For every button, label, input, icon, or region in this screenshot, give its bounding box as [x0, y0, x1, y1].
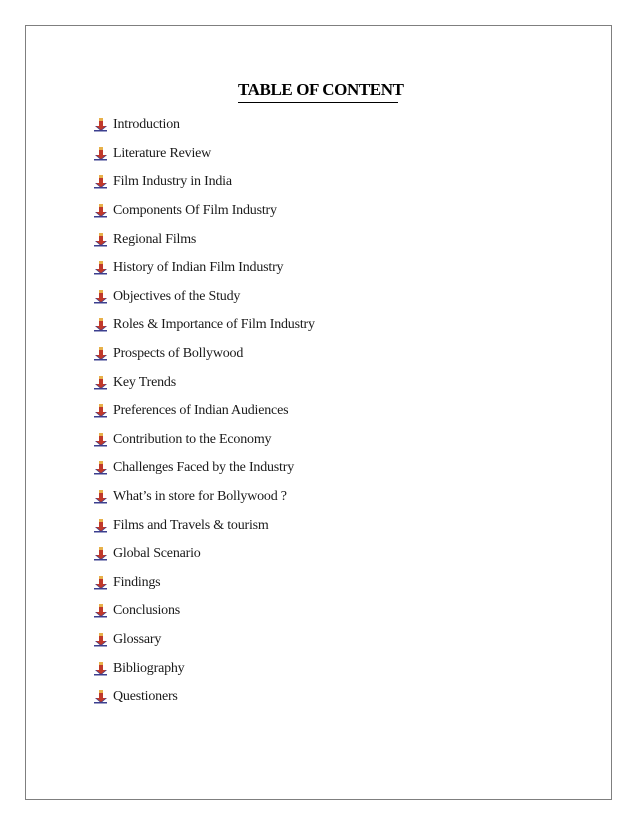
- toc-item: [94, 426, 315, 455]
- down-arrow-bullet-icon: [94, 290, 107, 304]
- down-arrow-bullet-icon: [94, 633, 107, 647]
- down-arrow-bullet-icon: [94, 461, 107, 475]
- toc-item-label: Glossary: [113, 631, 162, 647]
- toc-item: [94, 368, 315, 397]
- page-title: TABLE OF CONTENT: [238, 80, 404, 99]
- toc-item: [94, 140, 315, 169]
- toc-item: [94, 683, 315, 712]
- down-arrow-bullet-icon: [94, 347, 107, 361]
- toc-item: [94, 311, 315, 340]
- toc-item-label: Bibliography: [113, 660, 185, 676]
- down-arrow-bullet-icon: [94, 147, 107, 161]
- down-arrow-bullet-icon: [94, 204, 107, 218]
- toc-item-label: History of Indian Film Industry: [113, 260, 284, 276]
- toc-item-label: Components Of Film Industry: [113, 203, 277, 219]
- down-arrow-bullet-icon: [94, 175, 107, 189]
- toc-item-label: What’s in store for Bollywood ?: [113, 489, 287, 505]
- toc-item: [94, 540, 315, 569]
- toc-item-label: Contribution to the Economy: [113, 431, 272, 447]
- toc-item: [94, 283, 315, 312]
- toc-item-label: Preferences of Indian Audiences: [113, 403, 289, 419]
- down-arrow-bullet-icon: [94, 547, 107, 561]
- toc-item: [94, 511, 315, 540]
- toc-item-label: Roles & Importance of Film Industry: [113, 317, 315, 333]
- toc-item: [94, 483, 315, 512]
- toc-item-label: Challenges Faced by the Industry: [113, 460, 295, 476]
- toc-item: [94, 397, 315, 426]
- toc-item: [94, 597, 315, 626]
- toc-item: [94, 654, 315, 683]
- down-arrow-bullet-icon: [94, 519, 107, 533]
- toc-item-label: Introduction: [113, 117, 180, 133]
- down-arrow-bullet-icon: [94, 261, 107, 275]
- toc-item-label: Literature Review: [113, 145, 212, 161]
- toc-item: [94, 254, 315, 283]
- down-arrow-bullet-icon: [94, 490, 107, 504]
- down-arrow-bullet-icon: [94, 318, 107, 332]
- down-arrow-bullet-icon: [94, 233, 107, 247]
- toc-item-label: Key Trends: [113, 374, 176, 390]
- toc-item: [94, 111, 315, 140]
- toc-item: [94, 569, 315, 598]
- down-arrow-bullet-icon: [94, 604, 107, 618]
- toc-list: [94, 111, 315, 711]
- toc-item-label: Prospects of Bollywood: [113, 346, 244, 362]
- toc-item: [94, 340, 315, 369]
- toc-item-label: Global Scenario: [113, 546, 201, 562]
- toc-item-label: Questioners: [113, 689, 178, 705]
- toc-item-label: Regional Films: [113, 231, 197, 247]
- down-arrow-bullet-icon: [94, 662, 107, 676]
- toc-item-label: Conclusions: [113, 603, 181, 619]
- down-arrow-bullet-icon: [94, 576, 107, 590]
- down-arrow-bullet-icon: [94, 690, 107, 704]
- toc-item-label: Films and Travels & tourism: [113, 517, 269, 533]
- toc-item: [94, 225, 315, 254]
- toc-item: [94, 626, 315, 655]
- down-arrow-bullet-icon: [94, 433, 107, 447]
- toc-item: [94, 197, 315, 226]
- toc-item-label: Findings: [113, 574, 161, 590]
- title-underline: [238, 102, 398, 103]
- toc-item: [94, 454, 315, 483]
- toc-item-label: Objectives of the Study: [113, 288, 241, 304]
- toc-item: [94, 168, 315, 197]
- down-arrow-bullet-icon: [94, 376, 107, 390]
- down-arrow-bullet-icon: [94, 118, 107, 132]
- toc-item-label: Film Industry in India: [113, 174, 232, 190]
- down-arrow-bullet-icon: [94, 404, 107, 418]
